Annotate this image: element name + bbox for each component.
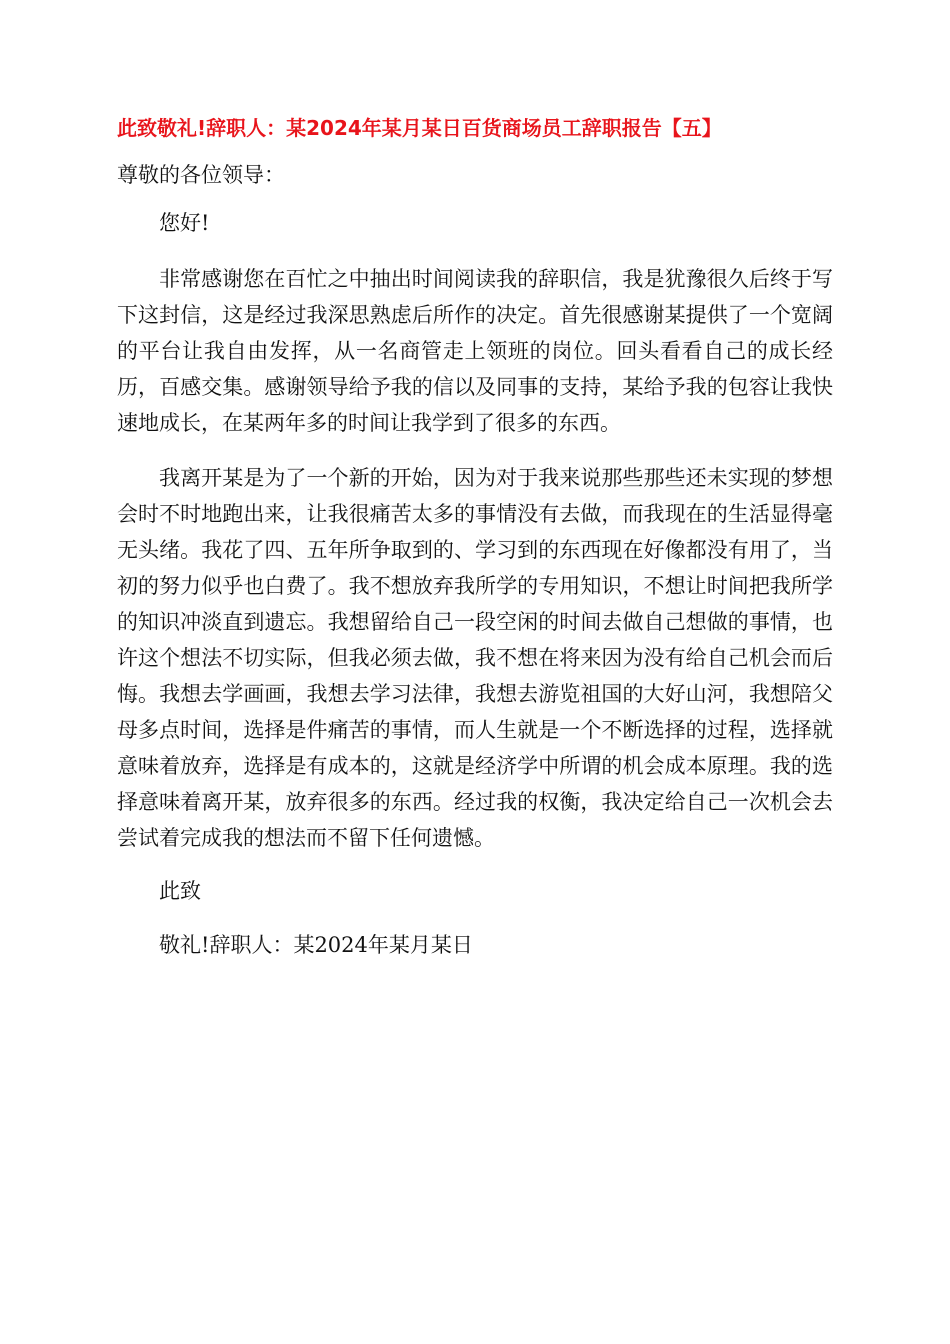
document-body (117, 112, 833, 983)
document-title: 此致敬礼!辞职人：某2024年某月某日百货商场员工辞职报告【五】 (117, 116, 722, 140)
paragraph-1: 非常感谢您在百忙之中抽出时间阅读我的辞职信，我是犹豫很久后终于写下这封信，这是经过我深思熟虑后所作的决定。首先很感谢某提供了一个宽阔的平台让我自由发挥，从一名商管走上领班的岗位。回头看看自己的成长经历，百感交集。感谢领导给予我的信以及同事的支持，某给予我的包容让我快速地成长，在某两年多的时间让我学到了很多的东西。 (117, 267, 833, 435)
closing-line-2: 敬礼!辞职人：某2024年某月某日 (159, 933, 473, 957)
closing-line-1: 此致 (159, 879, 201, 903)
paragraph-2: 我离开某是为了一个新的开始，因为对于我来说那些那些还未实现的梦想会时不时地跑出来，让我很痛苦太多的事情没有去做，而我现在的生活显得毫无头绪。我花了四、五年所争取到的、学习到的东西现在好像都没有用了，当初的努力似乎也白费了。我不想放弃我所学的专用知识，不想让时间把我所学的知识冲淡直到遗忘。我想留给自己一段空闲的时间去做自己想做的事情，也许这个想法不切实际，但我必须去做，我不想在将来因为没有给自己机会而后悔。我想去学画画，我想去学习法律，我想去游览祖国的大好山河，我想陪父母多点时间，选择是件痛苦的事情，而人生就是一个不断选择的过程，选择就意味着放弃，选择是有成本的，这就是经济学中所谓的机会成本原理。我的选择意味着离开某，放弃很多的东西。经过我的权衡，我决定给自己一次机会去尝试着完成我的想法而不留下任何遗憾。 (117, 466, 833, 850)
greeting: 您好! (159, 211, 210, 235)
salutation: 尊敬的各位领导： (117, 163, 285, 187)
